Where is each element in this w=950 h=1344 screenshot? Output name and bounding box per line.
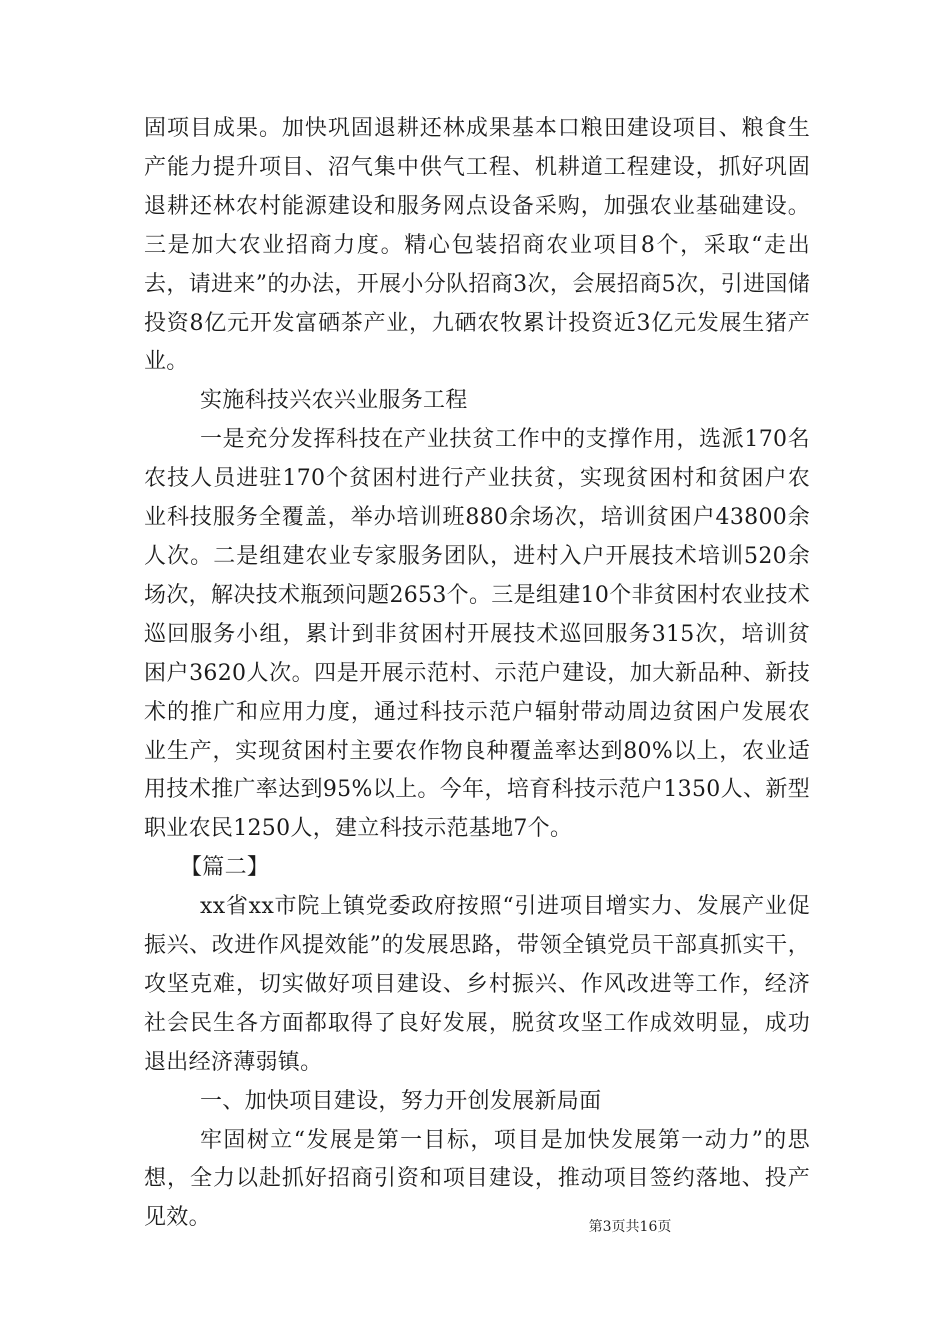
paragraph-development-goal: 牢固树立“发展是第一目标，项目是加快发展第一动力”的思想，全力以赴抓好招商引资和项目建设，推动项目签约落地、投产见效。 (144, 1127, 810, 1231)
chapter-heading-part-two: 【篇二】 (180, 855, 270, 881)
page-number-footer: 第3页共16页 (588, 1219, 672, 1235)
paragraph-project-results: 固项目成果。加快巩固退耕还林成果基本口粮田建设项目、粮食生产能力提升项目、沼气集中供气工程、机耕道工程建设，抓好巩固退耕还林农村能源建设和服务网点设备采购，加强农业基础建设。三是加大农业招商力度。精心包装招商农业项目8个，采取“走出去，请进来”的办法，开展小分队招商3次，会展招商5次，引进国储投资8亿元开发富硒茶产业，九硒农牧累计投资近3亿元发展生猪产业。 (144, 116, 810, 375)
paragraph-tech-support: 一是充分发挥科技在产业扶贫工作中的支撑作用，选派170名农技人员进驻170个贫困村进行产业扶贫，实现贫困村和贫困户农业科技服务全覆盖，举办培训班880余场次，培训贫困户43800余人次。二是组建农业专家服务团队，进村入户开展技术培训520余场次，解决技术瓶颈问题2653个。三是组建10个非贫困村农业技术巡回服务小组，累计到非贫困村开展技术巡回服务315次，培训贫困户3620人次。四是开展示范村、示范户建设，加大新品种、新技术的推广和应用力度，通过科技示范户辐射带动周边贫困户发展农业生产，实现贫困村主要农作物良种覆盖率达到80%以上，农业适用技术推广率达到95%以上。今年，培育科技示范户1350人、新型职业农民1250人，建立科技示范基地7个。 (144, 427, 810, 842)
paragraph-town-overview: xx省xx市院上镇党委政府按照“引进项目增实力、发展产业促振兴、改进作风提效能”的发展思路，带领全镇党员干部真抓实干，攻坚克难，切实做好项目建设、乡村振兴、作风改进等工作，经济社会民生各方面都取得了良好发展，脱贫攻坚工作成效明显，成功退出经济薄弱镇。 (144, 894, 810, 1075)
document-body (144, 110, 810, 1238)
section-heading-project-construction: 一、加快项目建设，努力开创发展新局面 (200, 1088, 602, 1114)
section-heading-tech-service: 实施科技兴农兴业服务工程 (200, 388, 468, 414)
